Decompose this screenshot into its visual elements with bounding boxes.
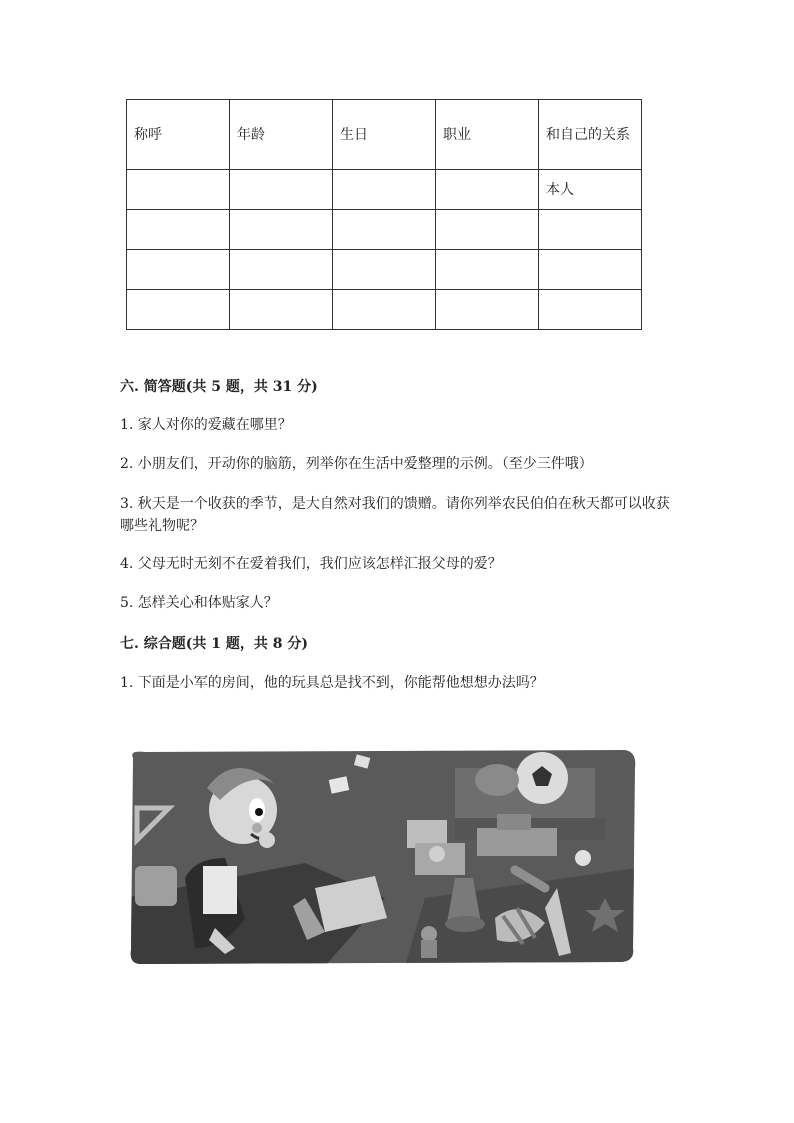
table-header-row bbox=[127, 100, 642, 170]
table-row bbox=[127, 210, 642, 250]
table-cell[interactable] bbox=[539, 250, 642, 290]
table-cell[interactable] bbox=[333, 210, 436, 250]
family-info-table bbox=[126, 99, 642, 330]
table-cell[interactable] bbox=[230, 210, 333, 250]
table-cell[interactable] bbox=[127, 250, 230, 290]
table-cell[interactable] bbox=[436, 290, 539, 330]
header-cell-age: 年龄 bbox=[230, 100, 333, 170]
question-6-2: 2. 小朋友们，开动你的脑筋，列举你在生活中爱整理的示例。（至少三件哦） bbox=[120, 456, 593, 472]
section-7-title: 七. 综合题(共 1 题，共 8 分) bbox=[120, 636, 308, 652]
table-cell[interactable] bbox=[230, 250, 333, 290]
table-cell[interactable] bbox=[333, 170, 436, 210]
table-cell[interactable] bbox=[333, 250, 436, 290]
table-cell[interactable] bbox=[127, 170, 230, 210]
table-cell[interactable] bbox=[436, 170, 539, 210]
table-cell[interactable] bbox=[539, 290, 642, 330]
table-cell[interactable] bbox=[333, 290, 436, 330]
question-6-5: 5. 怎样关心和体贴家人？ bbox=[120, 595, 278, 611]
header-cell-relation: 和自己的关系 bbox=[539, 100, 642, 170]
header-cell-title: 称呼 bbox=[127, 100, 230, 170]
table-cell[interactable] bbox=[230, 170, 333, 210]
table-row bbox=[127, 170, 642, 210]
table-cell[interactable] bbox=[230, 290, 333, 330]
table-cell[interactable] bbox=[539, 210, 642, 250]
table-cell[interactable] bbox=[127, 210, 230, 250]
question-6-1: 1. 家人对你的爱藏在哪里？ bbox=[120, 417, 292, 433]
table-cell[interactable] bbox=[436, 250, 539, 290]
header-cell-job: 职业 bbox=[436, 100, 539, 170]
question-6-4: 4. 父母无时无刻不在爱着我们，我们应该怎样汇报父母的爱？ bbox=[120, 556, 502, 572]
table-cell[interactable] bbox=[436, 210, 539, 250]
table-row bbox=[127, 290, 642, 330]
question-6-3: 3. 秋天是一个收获的季节，是大自然对我们的馈赠。请你列举农民伯伯在秋天都可以收获哪些礼物呢？ bbox=[120, 496, 670, 534]
header-cell-birthday: 生日 bbox=[333, 100, 436, 170]
table-cell: 本人 bbox=[539, 170, 642, 210]
table-row bbox=[127, 250, 642, 290]
messy-room-illustration bbox=[125, 748, 637, 966]
section-6-title: 六. 简答题(共 5 题，共 31 分) bbox=[120, 379, 318, 395]
question-7-1: 1. 下面是小军的房间，他的玩具总是找不到，你能帮他想想办法吗？ bbox=[120, 675, 544, 691]
table-cell[interactable] bbox=[127, 290, 230, 330]
